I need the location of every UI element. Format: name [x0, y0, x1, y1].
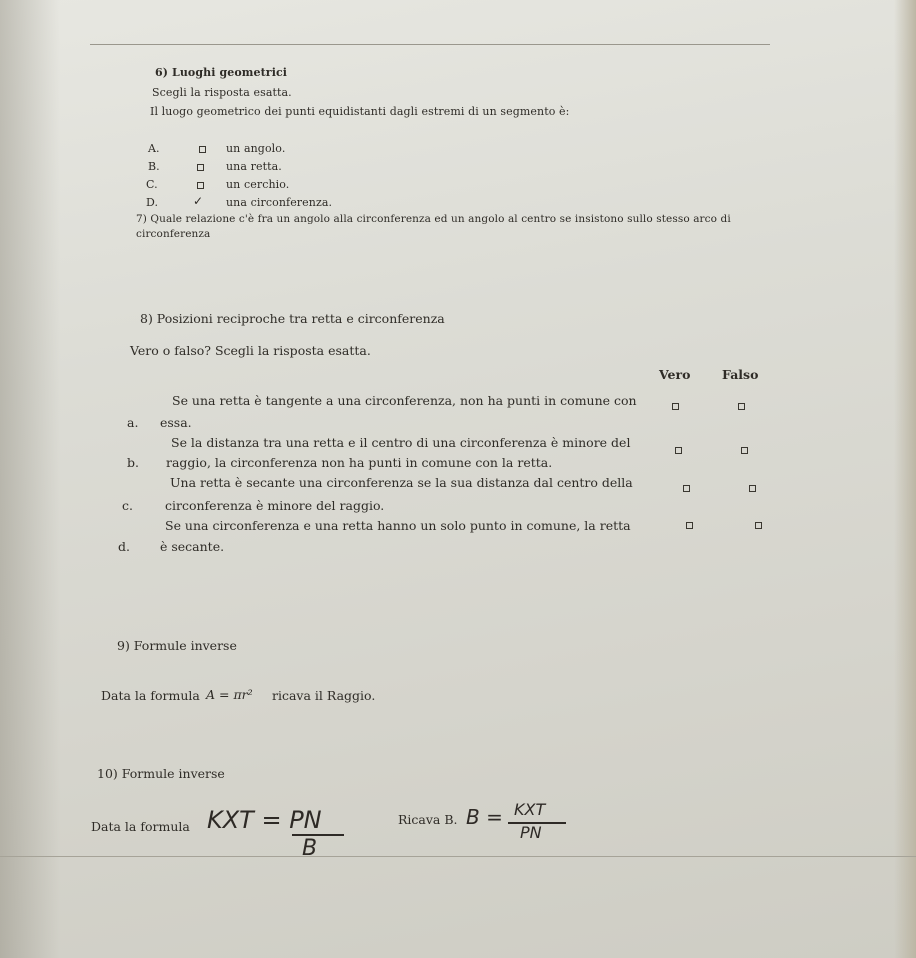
q8-item-d-falso-checkbox[interactable] — [755, 522, 762, 529]
q8-title: 8) Posizioni reciproche tra retta e circonferenza — [140, 311, 445, 326]
q8-item-b-line1: Se la distanza tra una retta e il centro di una circonferenza è minore del — [171, 435, 631, 450]
q10-handwritten-formula-bottom: B — [302, 836, 318, 861]
q6-question: Il luogo geometrico dei punti equidistanti dagli estremi di un segmento è: — [150, 105, 570, 118]
q6-option-d-letter: D. — [146, 196, 159, 209]
q7-text-line1: 7) Quale relazione c'è fra un angolo alla circonferenza ed un angolo al centro se insistono sullo stesso arco di — [136, 213, 731, 225]
q10-prefix: Data la formula — [91, 819, 190, 834]
q10-handwritten-answer-bottom: PN — [520, 823, 542, 842]
q10-handwritten-answer-left: B = — [466, 805, 503, 829]
q6-option-a-checkbox[interactable] — [199, 146, 206, 153]
q6-option-d-text: una circonferenza. — [226, 196, 333, 209]
q8-item-a-letter: a. — [127, 415, 139, 430]
q10-handwritten-answer-top: KXT — [514, 800, 546, 819]
q6-option-a-text: un angolo. — [226, 142, 286, 155]
q6-instruction: Scegli la risposta esatta. — [152, 86, 292, 99]
q8-item-c-line1: Una retta è secante una circonferenza se la sua distanza dal centro della — [170, 475, 633, 490]
q10-handwritten-fraction-bar — [292, 834, 344, 836]
q8-column-vero: Vero — [659, 367, 691, 382]
q6-option-d-handwritten-check-icon: ✓ — [193, 194, 204, 208]
q8-item-b-letter: b. — [127, 455, 139, 470]
q7-text-line2: circonferenza — [136, 228, 211, 240]
page-shadow-right — [894, 0, 916, 958]
q8-column-falso: Falso — [722, 367, 759, 382]
q8-item-c-letter: c. — [122, 498, 133, 513]
q8-instruction: Vero o falso? Scegli la risposta esatta. — [130, 343, 371, 358]
q9-suffix: ricava il Raggio. — [272, 688, 376, 703]
q6-option-b-checkbox[interactable] — [197, 164, 204, 171]
top-rule — [90, 44, 770, 45]
q8-item-b-vero-checkbox[interactable] — [675, 447, 682, 454]
q9-title: 9) Formule inverse — [117, 638, 237, 653]
q6-option-c-checkbox[interactable] — [197, 182, 204, 189]
q8-item-d-letter: d. — [118, 539, 130, 554]
q8-item-c-falso-checkbox[interactable] — [749, 485, 756, 492]
q8-item-a-line1: Se una retta è tangente a una circonferenza, non ha punti in comune con — [172, 393, 637, 408]
q8-item-a-vero-checkbox[interactable] — [672, 403, 679, 410]
q8-item-b-line2: raggio, la circonferenza non ha punti in comune con la retta. — [166, 455, 553, 470]
q9-formula: A = πr² — [206, 687, 253, 702]
bottom-rule — [0, 856, 916, 857]
q6-option-a-letter: A. — [148, 142, 160, 155]
q6-option-c-text: un cerchio. — [226, 178, 290, 191]
q10-handwritten-formula-top: KXT = PN — [207, 806, 322, 834]
q8-item-d-vero-checkbox[interactable] — [686, 522, 693, 529]
page-shadow-left — [0, 0, 60, 958]
q6-option-b-letter: B. — [148, 160, 160, 173]
q6-title: 6) Luoghi geometrici — [155, 66, 288, 79]
q8-item-c-line2: circonferenza è minore del raggio. — [165, 498, 385, 513]
q10-title: 10) Formule inverse — [97, 766, 225, 781]
q8-item-c-vero-checkbox[interactable] — [683, 485, 690, 492]
q8-item-b-falso-checkbox[interactable] — [741, 447, 748, 454]
q6-option-b-text: una retta. — [226, 160, 282, 173]
q8-item-a-line2: essa. — [160, 415, 192, 430]
q10-suffix: Ricava B. — [398, 812, 458, 827]
q8-item-d-line1: Se una circonferenza e una retta hanno un solo punto in comune, la retta — [165, 518, 631, 533]
q9-prefix: Data la formula — [101, 688, 200, 703]
q8-item-d-line2: è secante. — [160, 539, 225, 554]
q6-option-c-letter: C. — [146, 178, 158, 191]
q8-item-a-falso-checkbox[interactable] — [738, 403, 745, 410]
